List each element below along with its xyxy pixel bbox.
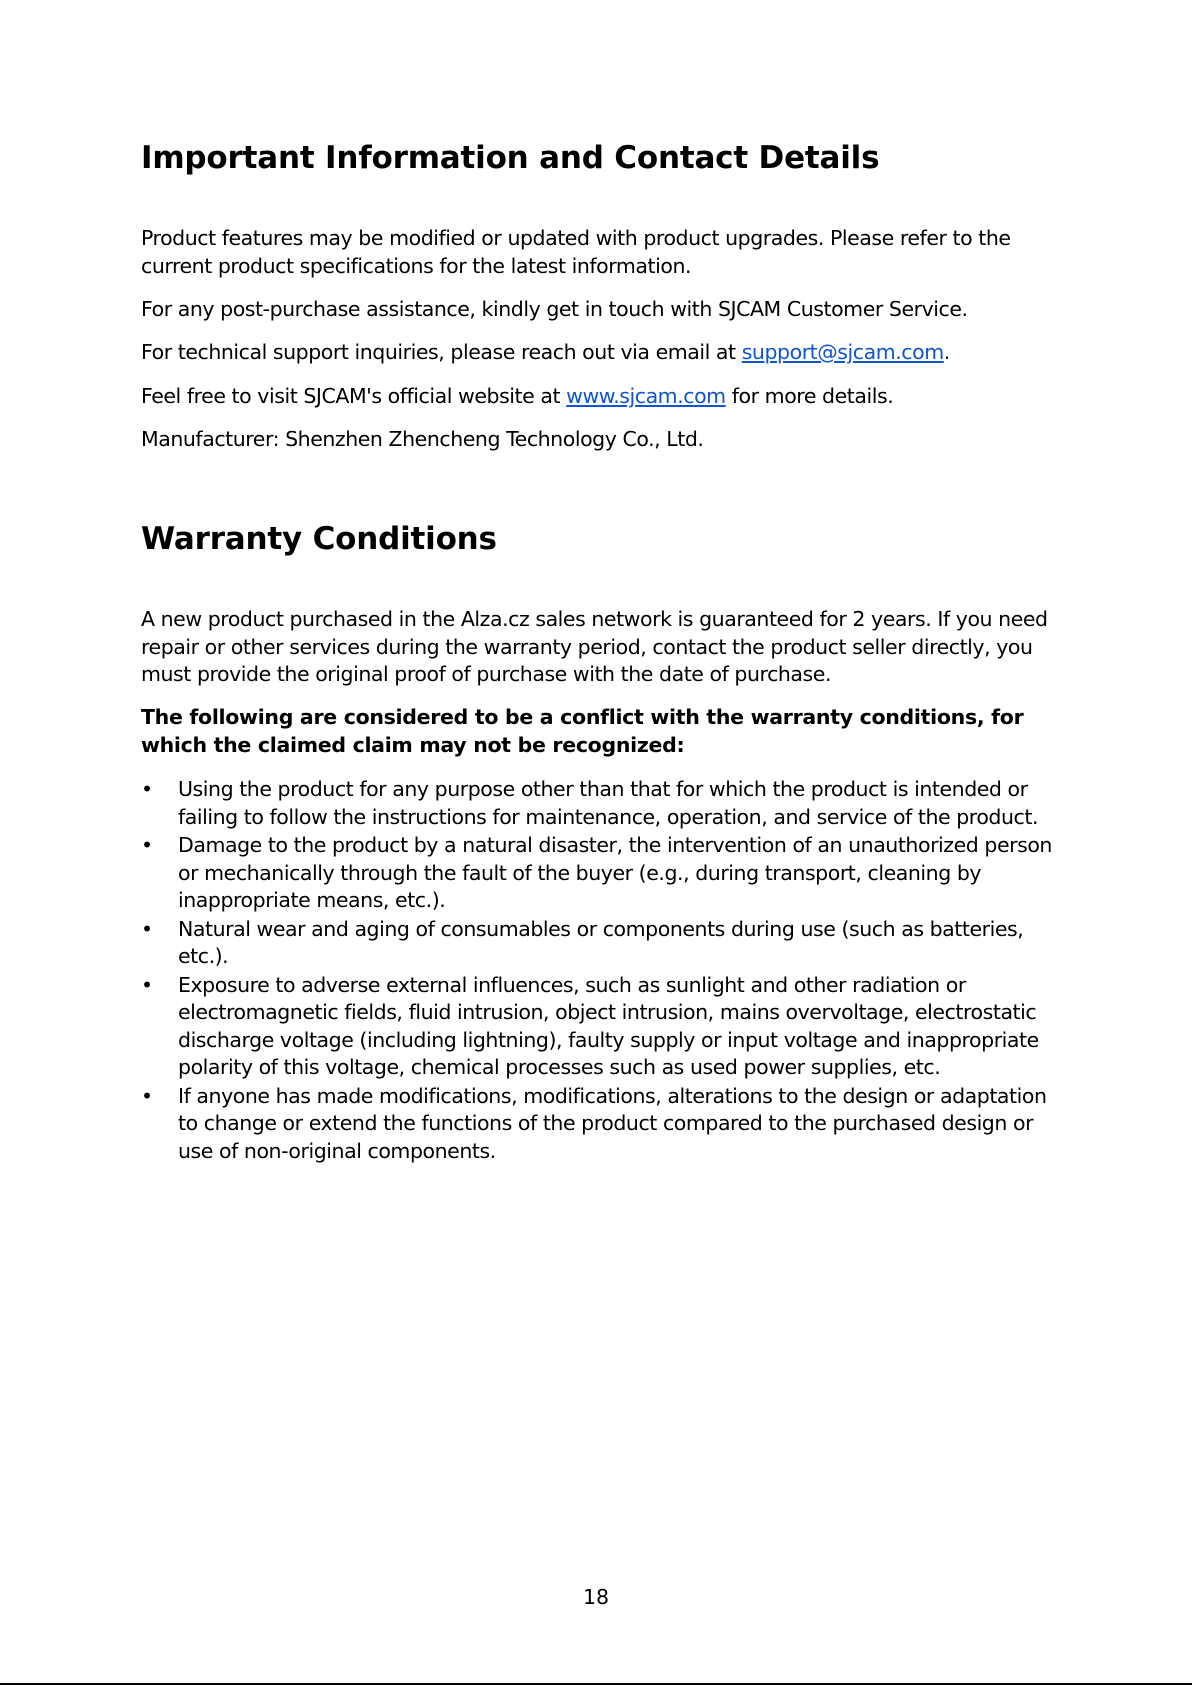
paragraph-technical-support: [141, 339, 1061, 367]
website-link[interactable]: www.sjcam.com: [566, 384, 726, 408]
support-email-link[interactable]: support@sjcam.com: [741, 340, 944, 364]
bullet-icon: •: [141, 833, 153, 857]
technical-support-period: .: [943, 340, 950, 364]
bullet-icon: •: [141, 777, 153, 801]
website-text-after: for more details.: [725, 384, 894, 408]
website-text-before: Feel free to visit SJCAM's official website at: [141, 384, 567, 408]
list-item-text: Using the product for any purpose other than that for which the product is intended or failing to follow the instructions for maintenance, operation, and service of the product.: [178, 777, 1039, 829]
paragraph-warranty-conflict-intro: The following are considered to be a conflict with the warranty conditions, for which the claimed claim may not be recognized:: [141, 705, 1024, 757]
list-item-text: Natural wear and aging of consumables or components during use (such as batteries, etc.).: [178, 916, 1024, 968]
section-heading-warranty-conditions: Warranty Conditions: [141, 521, 497, 557]
technical-support-text: For technical support inquiries, please reach out via email at: [141, 340, 742, 364]
list-item: [141, 1083, 1071, 1166]
list-item-text: If anyone has made modifications, modifications, alterations to the design or adaptation to change or extend the functions of the product compared to the purchased design or use of non-original components.: [178, 1083, 1047, 1163]
paragraph-manufacturer: Manufacturer: Shenzhen Zhencheng Technology Co., Ltd.: [141, 427, 704, 451]
page-number: 18: [582, 1585, 610, 1609]
bullet-icon: •: [141, 916, 153, 941]
list-item: [141, 916, 1071, 971]
list-item-text: Exposure to adverse external influences, such as sunlight and other radiation or electromagnetic fields, fluid intrusion, object intrusion, mains overvoltage, electrostatic discharge voltage (including lightning), faulty supply or input voltage and inappropriate polarity of this voltage, chemical processes such as used power supplies, etc.: [178, 972, 1039, 1079]
section-heading-important-information: Important Information and Contact Details: [141, 140, 880, 176]
bullet-icon: •: [141, 972, 153, 997]
paragraph-product-features: Product features may be modified or updated with product upgrades. Please refer to the current product specifications for the latest information.: [141, 226, 1011, 278]
paragraph-official-website: [141, 383, 1061, 411]
list-item: [141, 776, 1071, 831]
paragraph-post-purchase-assistance: For any post-purchase assistance, kindly get in touch with SJCAM Customer Service.: [141, 297, 968, 321]
list-item: [141, 832, 1071, 915]
list-item: [141, 972, 1071, 1082]
paragraph-warranty-guarantee: A new product purchased in the Alza.cz sales network is guaranteed for 2 years. If you need repair or other services during the warranty period, contact the product seller directly, you must provide the original proof of purchase with the date of purchase.: [141, 607, 1048, 686]
bullet-icon: •: [141, 1083, 153, 1108]
list-item-text: Damage to the product by a natural disaster, the intervention of an unauthorized person or mechanically through the fault of the buyer (e.g., during transport, cleaning by inappropriate means, etc.).: [178, 833, 1052, 912]
warranty-conflict-list: [141, 776, 1071, 1166]
